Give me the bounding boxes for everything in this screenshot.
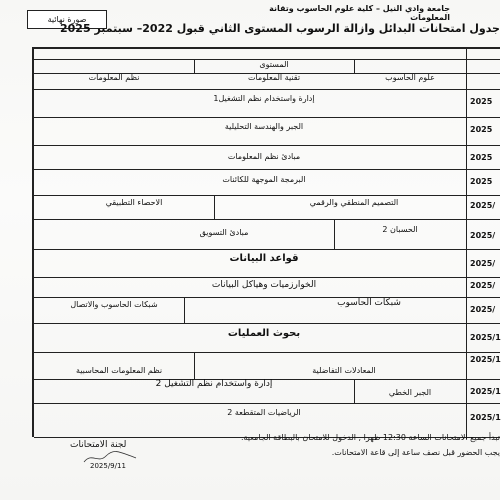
exam-applied-stats: الاحصاء التطبيقي: [105, 198, 163, 207]
exam-date: 2025/1: [470, 355, 501, 364]
exam-date: 2025/: [470, 281, 496, 290]
exam-oop: البرمجة الموجهة للكائنات: [222, 175, 306, 184]
exam-logic-design: التصميم المنطقي والرقمي: [309, 198, 399, 207]
exam-date: 2025: [470, 153, 493, 162]
exam-operations-research: بحوث العمليات: [227, 328, 301, 339]
exam-date: 2025/: [470, 201, 496, 210]
exam-date: 2025/1: [470, 413, 501, 422]
exam-date: 2025/1: [470, 333, 501, 342]
exam-date: 2025: [470, 125, 493, 134]
exam-algorithms: الخوارزميات وهياكل البيانات: [211, 280, 317, 290]
exam-schedule-table: [32, 47, 500, 437]
exam-algebra-geometry: الجبر والهندسة التحليلية: [224, 122, 304, 131]
exam-os2: إدارة واستخدام نظم التشغيل 2: [155, 379, 273, 389]
level-header: المستوى: [259, 60, 289, 69]
exam-networks-cs: شبكات الحاسوب: [337, 298, 401, 308]
exam-date: 2025: [470, 97, 493, 106]
dept-header-cs: علوم الحاسوب: [385, 73, 435, 82]
page-title: جدول امتحانات البدائل وازالة الرسوب المستوى الثاني قبول 2022– سبتمبر 2025: [59, 22, 500, 35]
exam-linear-algebra: الجبر الخطي: [388, 388, 432, 397]
signature-date: 2025/9/11: [90, 462, 126, 470]
exam-databases: قواعد البيانات: [229, 253, 299, 264]
exam-is-principles: مبادئ نظم المعلومات: [227, 152, 301, 161]
exam-date: 2025: [470, 177, 493, 186]
exam-discrete-math2: الرياضيات المتقطعة 2: [227, 408, 301, 417]
exam-committee-label: لجنة الامتحانات: [70, 440, 127, 450]
dept-header-it: تقنية المعلومات: [247, 73, 301, 82]
exam-marketing: مبادئ التسويق: [199, 228, 249, 237]
exam-os1: إدارة واستخدام نظم التشغيل1: [213, 94, 315, 103]
exam-date: 2025/: [470, 231, 496, 240]
attendance-note: يجب الحضور قبل نصف ساعة إلى قاعة الامتحانات.: [331, 448, 500, 457]
exam-differential-equations: المعادلات التفاضلية: [312, 366, 376, 375]
exam-accounting-is: نظم المعلومات المحاسبية: [75, 366, 163, 375]
exam-networks-is: شبكات الحاسوب والاتصال: [70, 300, 158, 309]
dept-header-is: نظم المعلومات: [88, 73, 140, 82]
exam-calculus2: الحسبان 2: [382, 225, 418, 234]
exam-time-note: تبدأ جميع الامتحانات الساعة 12:30 ظهرا , الدخول للامتحان بالبطاقة الجامعية.: [240, 433, 500, 442]
exam-date: 2025/: [470, 259, 496, 268]
exam-date: 2025/1: [470, 387, 501, 396]
university-header: جامعة وادي النيل – كلية علوم الحاسوب وتقانة المعلومات: [269, 4, 450, 22]
final-version-stamp: صورة نهائية: [27, 10, 107, 29]
exam-date: 2025/: [470, 305, 496, 314]
